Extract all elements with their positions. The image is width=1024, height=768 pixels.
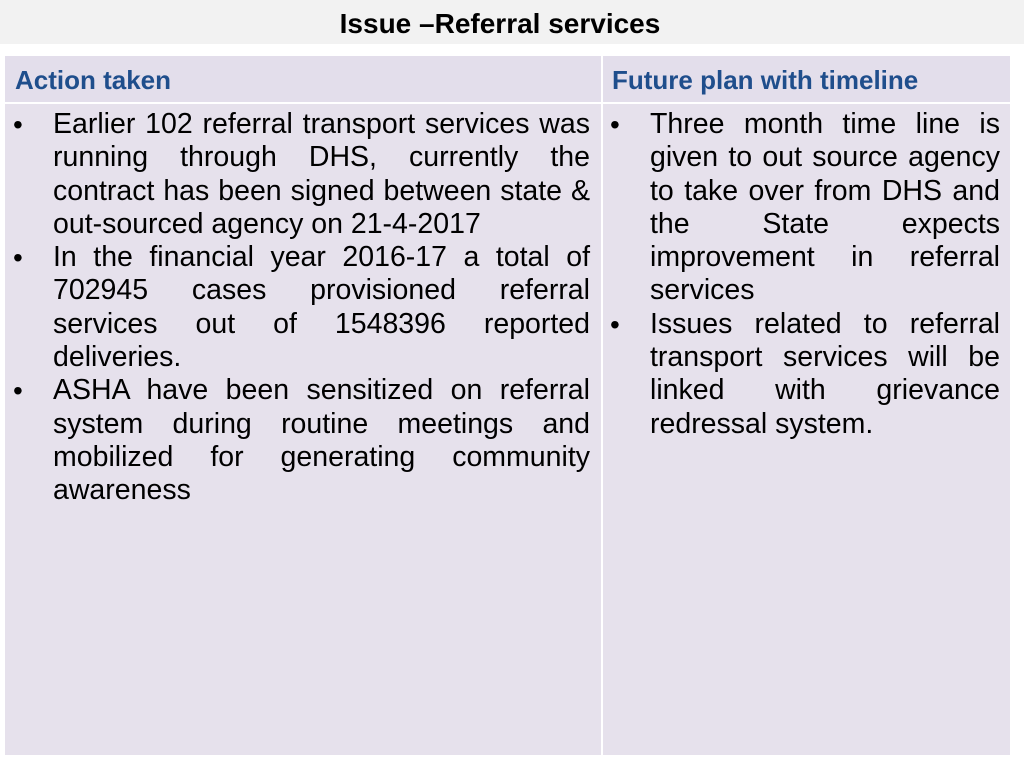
list-item-text: Earlier 102 referral transport services was running through DHS, currently the contract has been signed between state & out-sourced agency on 21-4-2017	[53, 108, 590, 240]
list-item-text: Three month time line is given to out source agency to take over from DHS and the State expects improvement in referral services	[650, 108, 1000, 307]
bullet-icon: •	[610, 109, 620, 140]
list-item	[610, 308, 1000, 441]
column-divider	[601, 56, 603, 755]
table-header-row	[5, 56, 1010, 104]
action-taken-list	[13, 108, 590, 508]
future-plan-list	[610, 108, 1000, 441]
content-table	[5, 56, 1010, 755]
list-item	[13, 374, 590, 507]
list-item-text: Issues related to referral transport services will be linked with grievance redressal system.	[650, 307, 1000, 440]
header-future-plan: Future plan with timeline	[612, 65, 919, 95]
bullet-icon: •	[13, 242, 23, 274]
header-action-taken: Action taken	[15, 65, 172, 95]
bullet-icon: •	[13, 109, 23, 140]
slide-title: Issue –Referral services	[339, 8, 661, 39]
title-bar	[0, 0, 1024, 44]
list-item	[13, 241, 590, 374]
list-item-text: ASHA have been sensitized on referral system during routine meetings and mobilized for generating community awareness	[53, 374, 590, 507]
bullet-icon: •	[13, 375, 23, 407]
list-item	[13, 108, 590, 241]
list-item	[610, 108, 1000, 308]
list-item-text: In the financial year 2016-17 a total of 702945 cases provisioned referral services out of 1548396 reported deliveries.	[53, 241, 590, 374]
future-plan-cell	[610, 108, 1000, 441]
bullet-icon: •	[610, 308, 620, 340]
action-taken-cell	[13, 108, 590, 508]
